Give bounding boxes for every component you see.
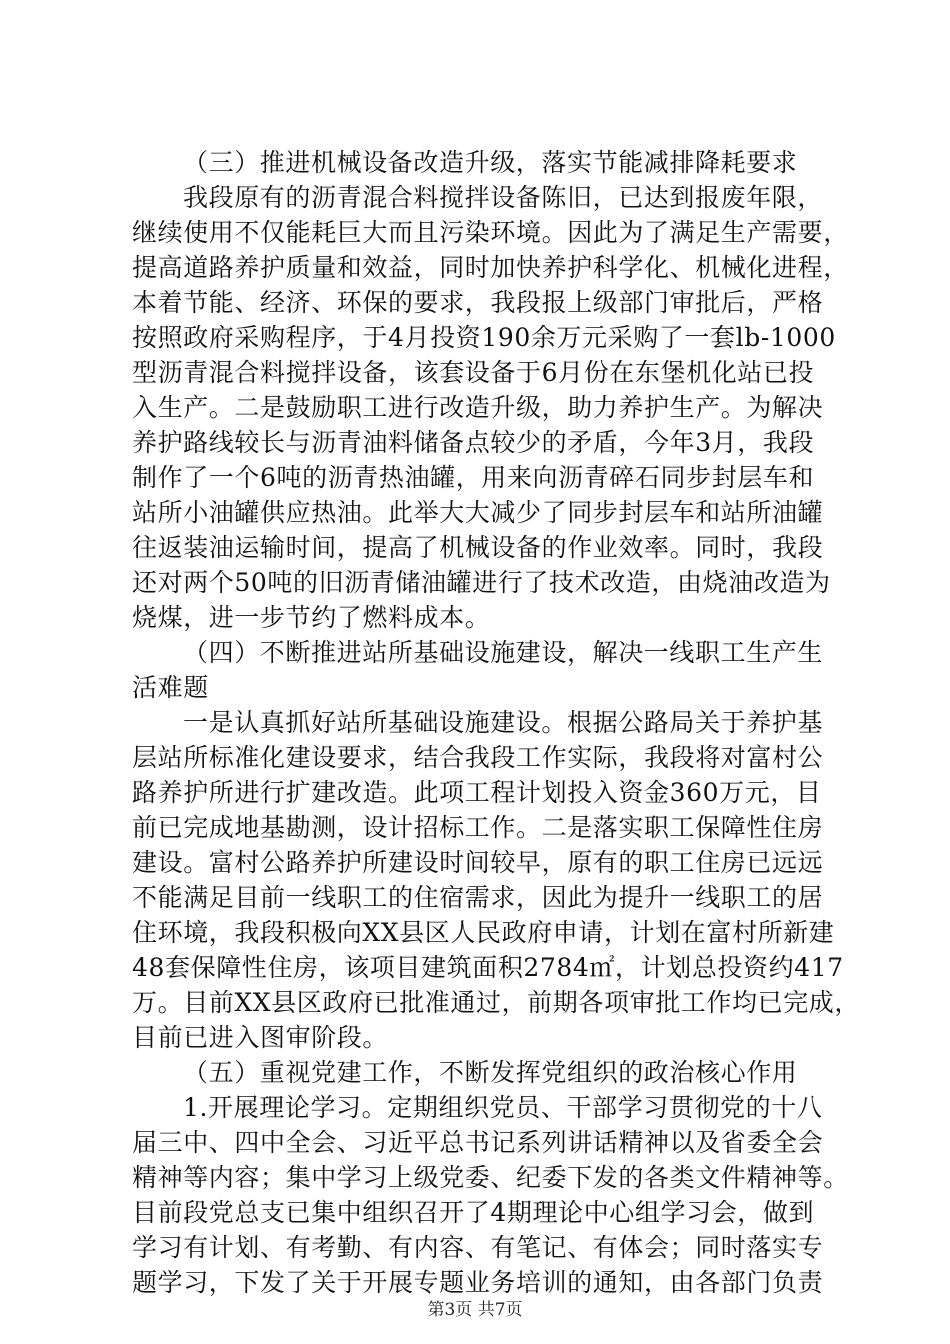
paragraph-line: 入生产。二是鼓励职工进行改造升级，助力养护生产。为解决 (132, 393, 824, 422)
page-number-footer: 第3页 共7页 (427, 1300, 523, 1320)
paragraph-line: 48套保障性住房，该项目建筑面积2784㎡，计划总投资约417 (132, 953, 844, 982)
paragraph-line: 题学习，下发了关于开展专题业务培训的通知，由各部门负责 (132, 1268, 824, 1297)
paragraph-line: 本着节能、经济、环保的要求，我段报上级部门审批后，严格 (132, 288, 824, 317)
paragraph-line: 养护路线较长与沥青油料储备点较少的矛盾，今年3月，我段 (132, 428, 815, 457)
paragraph-line: 1.开展理论学习。定期组织党员、干部学习贯彻党的十八 (183, 1093, 823, 1122)
paragraph-line: 我段原有的沥青混合料搅拌设备陈旧，已达到报废年限， (183, 183, 824, 212)
paragraph-line: 目前已进入图审阶段。 (132, 1023, 389, 1052)
paragraph-line: 层站所标准化建设要求，结合我段工作实际，我段将对富村公 (132, 743, 824, 772)
section-heading-5: （五）重视党建工作，不断发挥党组织的政治核心作用 (183, 1058, 798, 1087)
paragraph-line: 万。目前XX县区政府已批准通过，前期各项审批工作均已完成， (132, 988, 860, 1017)
paragraph-line: 精神等内容；集中学习上级党委、纪委下发的各类文件精神等。 (132, 1163, 849, 1192)
paragraph-line: 学习有计划、有考勤、有内容、有笔记、有体会；同时落实专 (132, 1233, 824, 1262)
paragraph-line: 住环境，我段积极向XX县区人民政府申请，计划在富村所新建 (132, 918, 835, 947)
paragraph-line: 提高道路养护质量和效益，同时加快养护科学化、机械化进程， (132, 253, 849, 282)
paragraph-line: 继续使用不仅能耗巨大而且污染环境。因此为了满足生产需要， (132, 218, 849, 247)
paragraph-line: 目前段党总支已集中组织召开了4期理论中心组学习会，做到 (132, 1198, 815, 1227)
section-heading-4: （四）不断推进站所基础设施建设，解决一线职工生产生 (183, 638, 824, 667)
section-heading-4-continued: 活难题 (132, 673, 209, 702)
section-heading-3: （三）推进机械设备改造升级，落实节能减排降耗要求 (183, 148, 798, 177)
paragraph-line: 型沥青混合料搅拌设备，该套设备于6月份在东堡机化站已投 (132, 358, 815, 387)
paragraph-line: 制作了一个6吨的沥青热油罐，用来向沥青碎石同步封层车和 (132, 463, 815, 492)
paragraph-line: 建设。富村公路养护所建设时间较早，原有的职工住房已远远 (132, 848, 824, 877)
paragraph-line: 烧煤，进一步节约了燃料成本。 (132, 603, 491, 632)
paragraph-line: 路养护所进行扩建改造。此项工程计划投入资金360万元，目 (132, 778, 822, 807)
paragraph-line: 不能满足目前一线职工的住宿需求，因此为提升一线职工的居 (132, 883, 824, 912)
paragraph-line: 站所小油罐供应热油。此举大大减少了同步封层车和站所油罐 (132, 498, 824, 527)
paragraph-line: 前已完成地基勘测，设计招标工作。二是落实职工保障性住房 (132, 813, 824, 842)
paragraph-line: 届三中、四中全会、习近平总书记系列讲话精神以及省委全会 (132, 1128, 824, 1157)
paragraph-line: 一是认真抓好站所基础设施建设。根据公路局关于养护基 (183, 708, 824, 737)
paragraph-line: 按照政府采购程序，于4月投资190余万元采购了一套lb-1000 (132, 323, 836, 352)
paragraph-line: 还对两个50吨的旧沥青储油罐进行了技术改造，由烧油改造为 (132, 568, 831, 597)
paragraph-line: 往返装油运输时间，提高了机械设备的作业效率。同时，我段 (132, 533, 824, 562)
